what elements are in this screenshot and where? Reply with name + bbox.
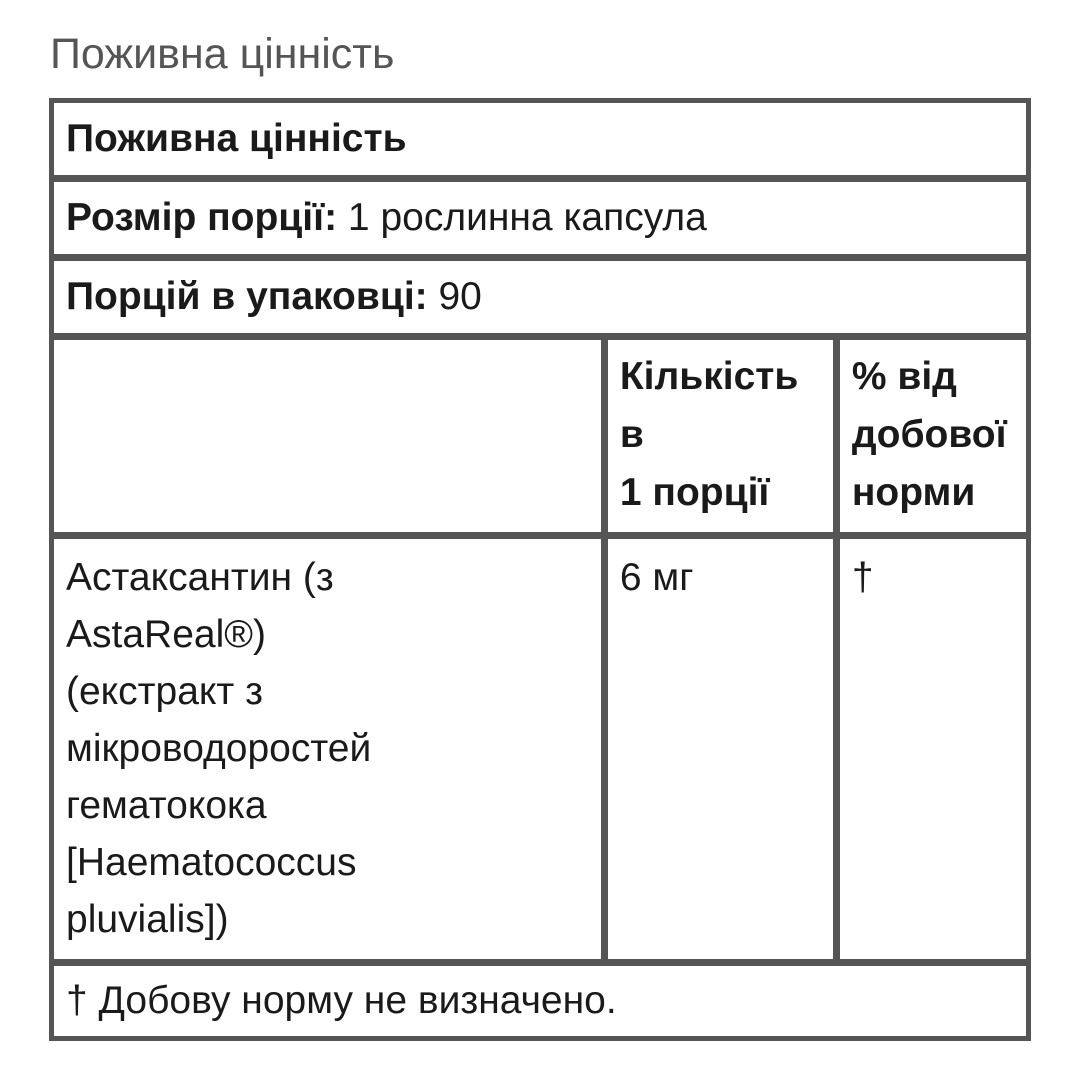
ingredient-name-line: Астаксантин (з	[66, 556, 334, 599]
serving-size-cell	[52, 180, 1028, 256]
daily-value-header-line: добової	[851, 413, 1007, 456]
ingredient-name-line: AstaReal®)	[66, 613, 266, 656]
table-row	[52, 537, 1028, 961]
servings-per-container-row	[52, 259, 1028, 335]
servings-per-container-cell	[52, 259, 1028, 335]
footnote: † Добову норму не визначено.	[52, 964, 1028, 1038]
amount-header-line: 1 порції	[619, 471, 770, 514]
daily-value-header-line: норми	[851, 471, 976, 514]
daily-value-header-line: % від	[851, 355, 957, 398]
table-title-row	[52, 101, 1028, 177]
nutrition-table	[49, 98, 1031, 1041]
serving-size-label: Розмір порції:	[66, 196, 338, 239]
ingredient-name-line: гематокока	[66, 784, 267, 827]
table-title: Поживна цінність	[52, 101, 1028, 177]
serving-size-value: 1 рослинна капсула	[337, 196, 707, 239]
daily-value-header	[838, 338, 1028, 534]
page-title: Поживна цінність	[50, 30, 395, 78]
amount-header	[606, 338, 835, 534]
ingredient-amount: 6 мг	[606, 537, 835, 961]
amount-header-line: в	[619, 413, 644, 456]
ingredient-name	[52, 537, 603, 961]
ingredient-name-line: мікроводоростей	[66, 727, 372, 770]
ingredient-name-line: pluvialis])	[66, 898, 229, 941]
footnote-row	[52, 964, 1028, 1038]
column-header-row	[52, 338, 1028, 534]
servings-per-container-label: Порцій в упаковці:	[66, 275, 428, 318]
ingredient-name-line: (екстракт з	[66, 670, 263, 713]
serving-size-row	[52, 180, 1028, 256]
ingredient-daily-value: †	[838, 537, 1028, 961]
servings-per-container-value: 90	[427, 275, 482, 318]
ingredient-name-line: [Haematococcus	[66, 841, 357, 884]
amount-header-line: Кількість	[619, 355, 799, 398]
ingredient-header	[52, 338, 603, 534]
